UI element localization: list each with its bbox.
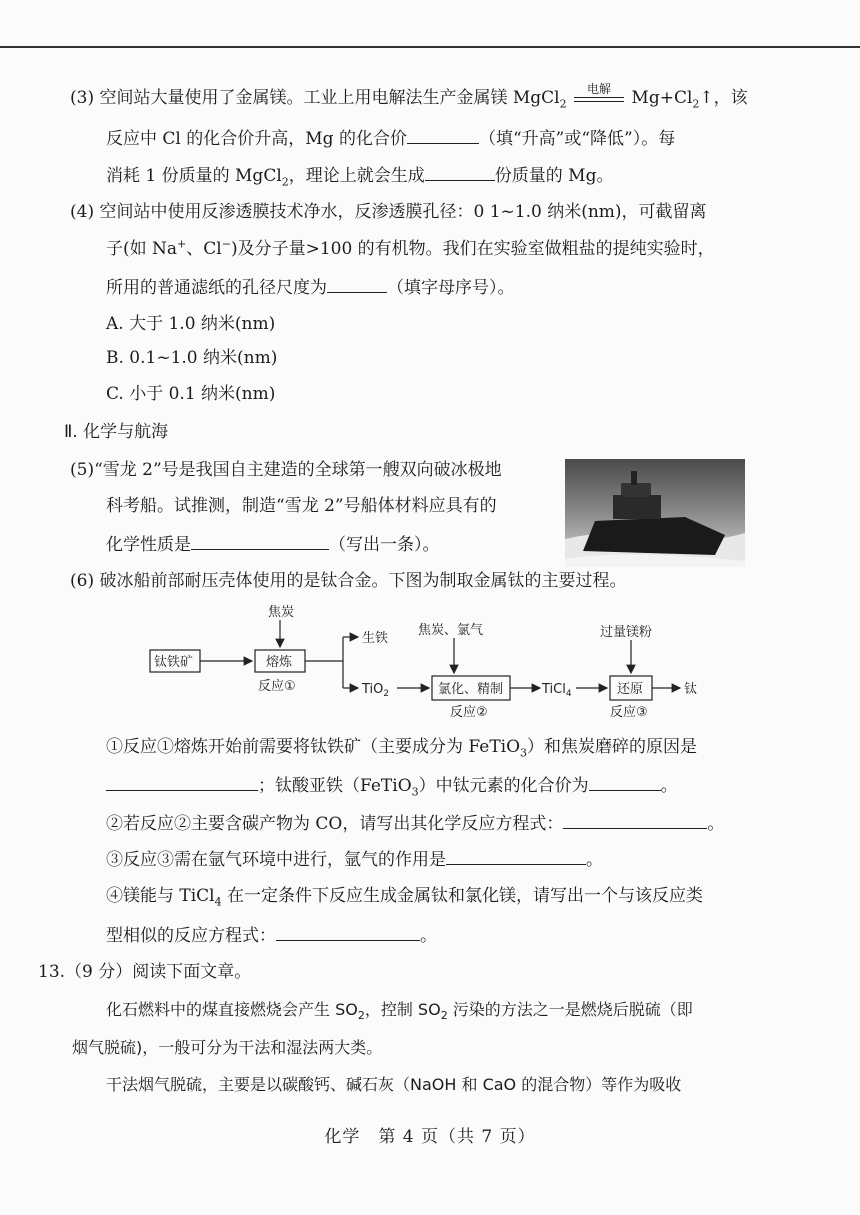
q6-sub4-line2 [106,922,437,948]
q4-sup2: − [221,237,231,251]
label-chlorinate: 氯化、精制 [438,682,504,697]
answer-blank[interactable] [425,162,495,181]
q4-line3-b: （填字母序号）。 [387,278,515,298]
q6-line1: (6) 破冰船前部耐压壳体使用的是钛合金。下图为制取金属钛的主要过程。 [70,571,627,591]
label-coke: 焦炭 [268,605,295,620]
q5-line3-b: （写出一条）。 [329,535,440,555]
q6-s4-end: 。 [586,850,603,870]
q3-line3-sub: 2 [281,175,289,189]
label-smelt: 熔炼 [266,655,293,670]
q3-line2 [106,125,675,151]
q6-s1-b: ）和焦炭磨碎的原因是 [527,737,698,757]
q3-line3-c: 份质量的 Mg。 [494,166,614,186]
q3-line3-b: ，理论上就会生成 [288,166,425,186]
q6-s1-sub: 3 [520,746,528,760]
label-mg-excess: 过量镁粉 [600,625,653,640]
q6-sub3 [106,846,603,872]
answer-blank[interactable] [106,772,258,791]
electrolysis-arrow [572,81,626,108]
q4-line1: (4) 空间站中使用反渗透膜技术净水，反渗透膜孔径：0 1~1.0 纳米(nm)，可截留离 [70,202,707,222]
q6-s5-a: ④镁能与 TiCl [106,886,215,906]
q6-s2-c: 。 [660,776,678,796]
q6-sub2 [106,810,724,836]
q6-s5-sub: 4 [214,895,222,909]
q6-s2-sub: 3 [411,785,419,799]
q6-s4-text: ③反应③需在氩气环境中进行，氩气的作用是 [106,850,446,870]
option-b: B. 0.1~1.0 纳米(nm) [106,348,278,368]
q6-s6-text: 型相似的反应方程式： [106,926,276,946]
q3-line1 [70,81,748,111]
q6-s3-text: ②若反应②主要含碳产物为 CO，请写出其化学反应方程式： [106,814,564,834]
q3-line3-a: 消耗 1 份质量的 MgCl [106,166,282,186]
q4-sup1: + [177,237,187,251]
q3-line2-b: （填“升高”或“降低”）。每 [478,129,676,149]
option-a: A. 大于 1.0 纳米(nm) [106,314,276,334]
q4-line3 [106,274,515,300]
q5-line1: (5)“雪龙 2”号是我国自主建造的全球第一艘双向破冰极地 [70,460,502,480]
p1-a: 化石燃料中的煤直接燃烧会产生 SO [106,1000,358,1019]
q3-text-a: (3) 空间站大量使用了金属镁。工业上用电解法生产金属镁 MgCl [70,88,560,108]
q6-s1-a: ①反应①熔炼开始前需要将钛铁矿（主要成分为 FeTiO [106,737,521,757]
q6-sub4-line1 [106,884,703,908]
label-reduce: 还原 [617,682,644,697]
answer-blank[interactable] [563,810,707,829]
q6-sub1-line2 [106,772,678,798]
q3-sub2: 2 [692,97,700,111]
q4-line3-a: 所用的普通滤纸的孔径尺度为 [106,278,327,298]
p1-sub1: 2 [357,1009,365,1023]
answer-blank[interactable] [276,922,420,941]
label-tio2: TiO$_2$ [362,682,390,699]
q3-text-b: Mg+Cl [626,88,693,108]
q6-sub1-line1 [106,735,697,759]
q6-s3-end: 。 [707,814,725,834]
label-coke-chlorine: 焦炭、氯气 [418,623,484,638]
answer-blank[interactable] [407,125,479,144]
q4-line2-a: 子(如 Na [106,239,178,259]
answer-blank[interactable] [327,274,387,293]
q6-s2-a: ；钛酸亚铁（FeTiO [258,776,412,796]
label-r1: 反应① [258,679,296,694]
q4-line2 [106,237,715,261]
p1-c: 污染的方法之一是燃烧后脱硫（即 [447,1000,693,1019]
q6-s5-b: 在一定条件下反应生成金属钛和氯化镁，请写出一个与该反应类 [221,886,704,906]
q3-line2-a: 反应中 Cl 的化合价升高，Mg 的化合价 [106,129,407,149]
q3-line3 [106,162,613,188]
arrow-label: 电解 [587,81,612,96]
label-r2: 反应② [450,705,488,720]
label-ore: 钛铁矿 [154,655,194,670]
p1-b: ，控制 SO [364,1000,441,1019]
label-pig-iron: 生铁 [362,631,389,646]
q5-line3 [106,531,440,557]
q13-heading: 13.（9 分）阅读下面文章。 [38,962,252,982]
label-ticl4: TiCl$_4$ [542,682,572,699]
p1-sub2: 2 [440,1009,448,1023]
option-c: C. 小于 0.1 纳米(nm) [106,384,276,404]
article-p2-line1: 干法烟气脱硫，主要是以碳酸钙、碱石灰（NaOH 和 CaO 的混合物）等作为吸收 [106,1075,682,1094]
q5-line2: 科考船。试推测，制造“雪龙 2”号船体材料应具有的 [106,496,497,516]
q4-line2-b: 、Cl [186,239,222,259]
q3-text-c: ↑，该 [699,88,748,108]
q4-line2-c: )及分子量>100 的有机物。我们在实验室做粗盐的提纯实验时， [230,239,715,259]
section-heading: Ⅱ. 化学与航海 [64,422,169,442]
article-p1-line1 [106,998,693,1022]
label-titanium: 钛 [684,682,698,697]
top-border [0,46,860,48]
article-p1-line2: 烟气脱硫)，一般可分为干法和湿法两大类。 [72,1038,383,1057]
answer-blank[interactable] [191,531,329,550]
q6-s6-end: 。 [420,926,437,946]
answer-blank[interactable] [446,846,586,865]
q3-sub: 2 [559,97,567,111]
q5-line3-a: 化学性质是 [106,535,191,555]
titanium-process-diagram [140,600,710,730]
icebreaker-ship-photo [565,459,745,567]
q6-s2-b: ）中钛元素的化合价为 [418,776,589,796]
label-r3: 反应③ [610,705,648,720]
answer-blank[interactable] [589,772,661,791]
page-footer: 化学 第 4 页（共 7 页） [324,1127,536,1147]
